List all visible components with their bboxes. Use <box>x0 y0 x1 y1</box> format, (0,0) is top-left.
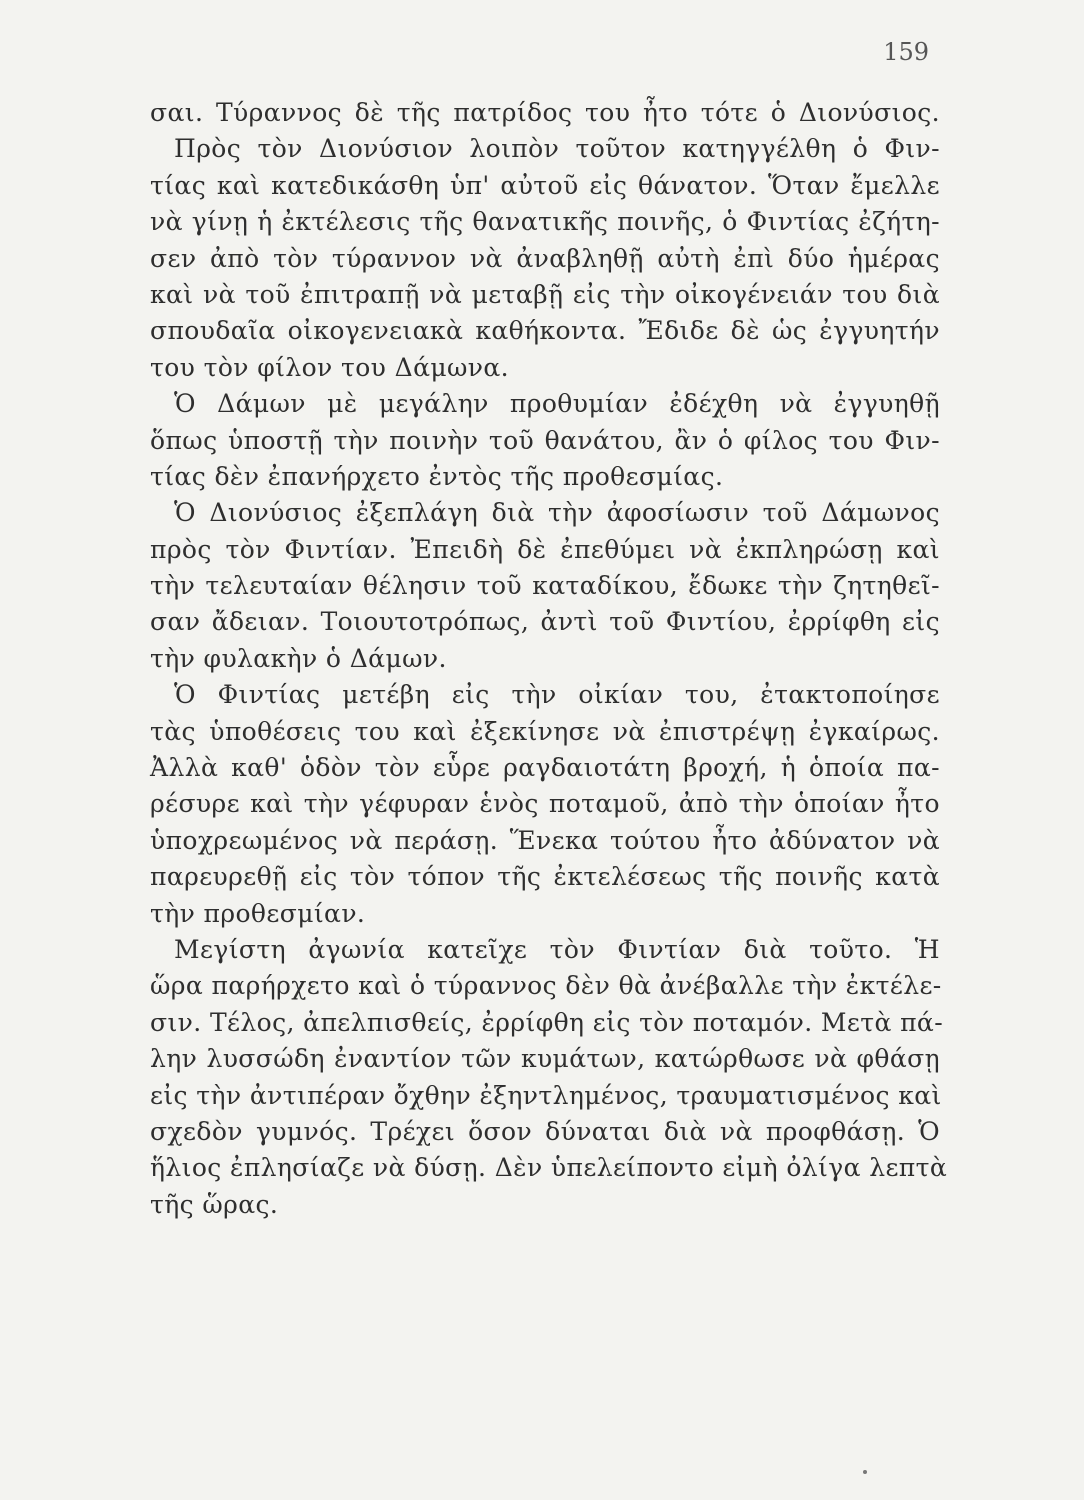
body-text <box>150 95 948 1223</box>
ink-speck <box>863 1470 867 1474</box>
text-line: τὴν φυλακὴν ὁ Δάμων. <box>150 643 447 673</box>
text-line: Ὁ Διονύσιος ἐξεπλάγη διὰ τὴν ἀφοσίωσιν τοῦ Δάμωνος <box>174 498 940 528</box>
text-line: Ὁ Φιντίας μετέβη εἰς τὴν οἰκίαν του, ἐτακτοποίησε <box>174 680 940 710</box>
text-line: σαι. Τύραννος δὲ τῆς πατρίδος του ἦτο τότε ὁ Διονύσιος. <box>150 98 940 127</box>
text-line: ρέσυρε καὶ τὴν γέφυραν ἑνὸς ποταμοῦ, ἀπὸ τὴν ὁποίαν ἦτο <box>150 789 940 819</box>
text-line: τίας καὶ κατεδικάσθη ὑπ' αὐτοῦ εἰς θάνατον. Ὅταν ἔμελλε <box>150 170 940 200</box>
text-line: ὑποχρεωμένος νὰ περάσῃ. Ἕνεκα τούτου ἦτο ἀδύνατον νὰ <box>150 825 940 855</box>
text-line: Ἀλλὰ καθ' ὁδὸν τὸν εὗρε ραγδαιοτάτη βροχή, ἡ ὁποία πα- <box>150 753 940 783</box>
text-line: του τὸν φίλον του Δάμωνα. <box>150 352 510 382</box>
text-line: τίας δὲν ἐπανήρχετο ἐντὸς τῆς προθεσμίας. <box>150 461 724 491</box>
text-line: σεν ἀπὸ τὸν τύραννον νὰ ἀναβληθῇ αὐτὴ ἐπὶ δύο ἡμέρας <box>150 243 940 273</box>
text-line: παρευρεθῇ εἰς τὸν τόπον τῆς ἐκτελέσεως τῆς ποινῆς κατὰ <box>150 862 940 892</box>
text-line: τὴν τελευταίαν θέλησιν τοῦ καταδίκου, ἔδωκε τὴν ζητηθεῖ- <box>150 571 940 601</box>
text-line: νὰ γίνῃ ἡ ἐκτέλεσις τῆς θανατικῆς ποινῆς, ὁ Φιντίας ἐζήτη- <box>150 207 940 237</box>
text-line: σχεδὸν γυμνός. Τρέχει ὅσον δύναται διὰ νὰ προφθάσῃ. Ὁ <box>150 1116 940 1146</box>
text-line: Πρὸς τὸν Διονύσιον λοιπὸν τοῦτον κατηγγέλθη ὁ Φιν- <box>174 134 940 164</box>
text-line: τῆς ὥρας. <box>150 1189 279 1219</box>
text-line: ὅπως ὑποστῇ τὴν ποινὴν τοῦ θανάτου, ἂν ὁ φίλος του Φιν- <box>150 425 940 455</box>
text-line: τὴν προθεσμίαν. <box>150 898 366 928</box>
text-line: πρὸς τὸν Φιντίαν. Ἐπειδὴ δὲ ἐπεθύμει νὰ ἐκπληρώσῃ καὶ <box>150 534 940 564</box>
text-line: εἰς τὴν ἀντιπέραν ὄχθην ἐξηντλημένος, τραυματισμένος καὶ <box>150 1080 942 1110</box>
text-line: τὰς ὑποθέσεις του καὶ ἐξεκίνησε νὰ ἐπιστρέψῃ ἐγκαίρως. <box>150 716 940 746</box>
text-line: Ὁ Δάμων μὲ μεγάλην προθυμίαν ἐδέχθη νὰ ἐγγυηθῇ <box>174 389 940 419</box>
text-line: ὥρα παρήρχετο καὶ ὁ τύραννος δὲν θὰ ἀνέβαλλε τὴν ἐκτέλε- <box>150 971 942 1001</box>
page-number: 159 <box>883 38 929 66</box>
text-line: σιν. Τέλος, ἀπελπισθείς, ἐρρίφθη εἰς τὸν ποταμόν. Μετὰ πά- <box>150 1007 944 1037</box>
text-line: καὶ νὰ τοῦ ἐπιτραπῇ νὰ μεταβῇ εἰς τὴν οἰκογένειάν του διὰ <box>150 279 940 309</box>
text-line: σπουδαῖα οἰκογενειακὰ καθήκοντα. Ἔδιδε δὲ ὡς ἐγγυητήν <box>150 316 940 346</box>
text-line: Μεγίστη ἀγωνία κατεῖχε τὸν Φιντίαν διὰ τοῦτο. Ἡ <box>174 934 940 964</box>
text-line: ἥλιος ἐπλησίαζε νὰ δύσῃ. Δὲν ὑπελείποντο εἰμὴ ὀλίγα λεπτὰ <box>150 1153 948 1183</box>
text-line: λην λυσσώδη ἐναντίον τῶν κυμάτων, κατώρθωσε νὰ φθάσῃ <box>150 1044 940 1074</box>
text-line: σαν ἄδειαν. Τοιουτοτρόπως, ἀντὶ τοῦ Φιντίου, ἐρρίφθη εἰς <box>150 607 940 637</box>
